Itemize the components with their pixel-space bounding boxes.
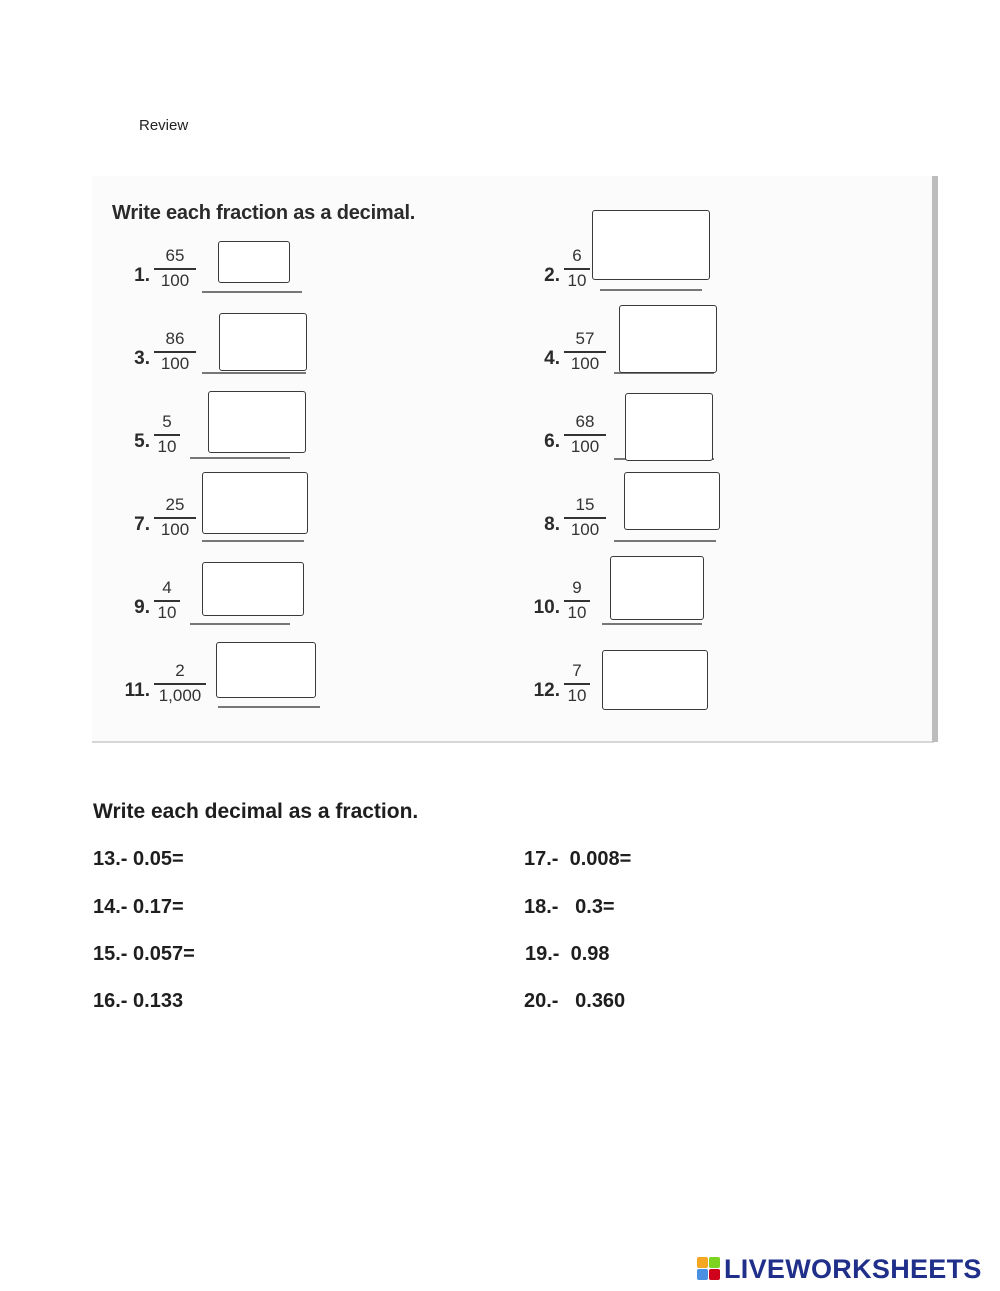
fraction: 57 100 <box>562 329 608 375</box>
answer-box-1[interactable] <box>218 241 290 283</box>
fraction: 25 100 <box>152 495 198 541</box>
answer-box-2[interactable] <box>592 210 710 280</box>
answer-line <box>202 540 304 542</box>
review-label: Review <box>139 117 189 134</box>
problem-number: 11. <box>124 680 150 701</box>
fraction: 65 100 <box>152 246 198 292</box>
fraction: 5 10 <box>152 412 182 458</box>
fraction: 6 10 <box>562 246 592 292</box>
answer-box-9[interactable] <box>202 562 304 616</box>
problem-number: 7. <box>134 514 150 535</box>
problem-number: 10. <box>533 597 560 618</box>
problem-number: 12. <box>533 680 560 701</box>
answer-box-4[interactable] <box>619 305 717 373</box>
fraction: 2 1,000 <box>152 661 208 707</box>
fraction: 86 100 <box>152 329 198 375</box>
answer-line <box>218 706 320 708</box>
answer-line <box>202 291 302 293</box>
logo-mark-icon <box>697 1257 721 1281</box>
answer-line <box>614 540 716 542</box>
answer-line <box>600 289 702 291</box>
decimal-item-16: 16.- 0.133 <box>93 990 184 1012</box>
decimal-item-17: 17.- 0.008= <box>524 848 632 870</box>
answer-box-6[interactable] <box>625 393 713 461</box>
answer-box-12[interactable] <box>602 650 708 710</box>
fraction: 4 10 <box>152 578 182 624</box>
panel-edge <box>932 176 938 742</box>
fraction: 9 10 <box>562 578 592 624</box>
answer-box-7[interactable] <box>202 472 308 534</box>
logo-text: LIVEWORKSHEETS <box>724 1253 982 1284</box>
section2-title: Write each decimal as a fraction. <box>93 800 419 823</box>
answer-box-10[interactable] <box>610 556 704 620</box>
problem-number: 1. <box>134 265 150 286</box>
fraction: 7 10 <box>562 661 592 707</box>
decimal-item-13: 13.- 0.05= <box>93 848 184 870</box>
fraction-worksheet-panel <box>92 176 934 743</box>
answer-box-5[interactable] <box>208 391 306 453</box>
problem-number: 8. <box>544 514 560 535</box>
decimal-item-19: 19.- 0.98 <box>525 943 610 965</box>
answer-line <box>190 457 290 459</box>
fraction: 68 100 <box>562 412 608 458</box>
section1-title: Write each fraction as a decimal. <box>112 202 416 224</box>
decimal-item-18: 18.- 0.3= <box>524 896 615 918</box>
decimal-item-14: 14.- 0.17= <box>93 896 184 918</box>
decimal-item-20: 20.- 0.360 <box>524 990 626 1012</box>
answer-line <box>190 623 290 625</box>
problem-number: 2. <box>544 265 560 286</box>
problem-number: 3. <box>134 348 150 369</box>
answer-line <box>602 623 702 625</box>
answer-box-8[interactable] <box>624 472 720 530</box>
problem-number: 4. <box>544 348 560 369</box>
answer-line <box>202 372 306 374</box>
problem-number: 5. <box>134 431 150 452</box>
answer-box-3[interactable] <box>219 313 307 371</box>
liveworksheets-logo <box>697 1254 982 1284</box>
problem-number: 6. <box>544 431 560 452</box>
fraction: 15 100 <box>562 495 608 541</box>
answer-box-11[interactable] <box>216 642 316 698</box>
problem-number: 9. <box>134 597 150 618</box>
decimal-item-15: 15.- 0.057= <box>93 943 195 965</box>
